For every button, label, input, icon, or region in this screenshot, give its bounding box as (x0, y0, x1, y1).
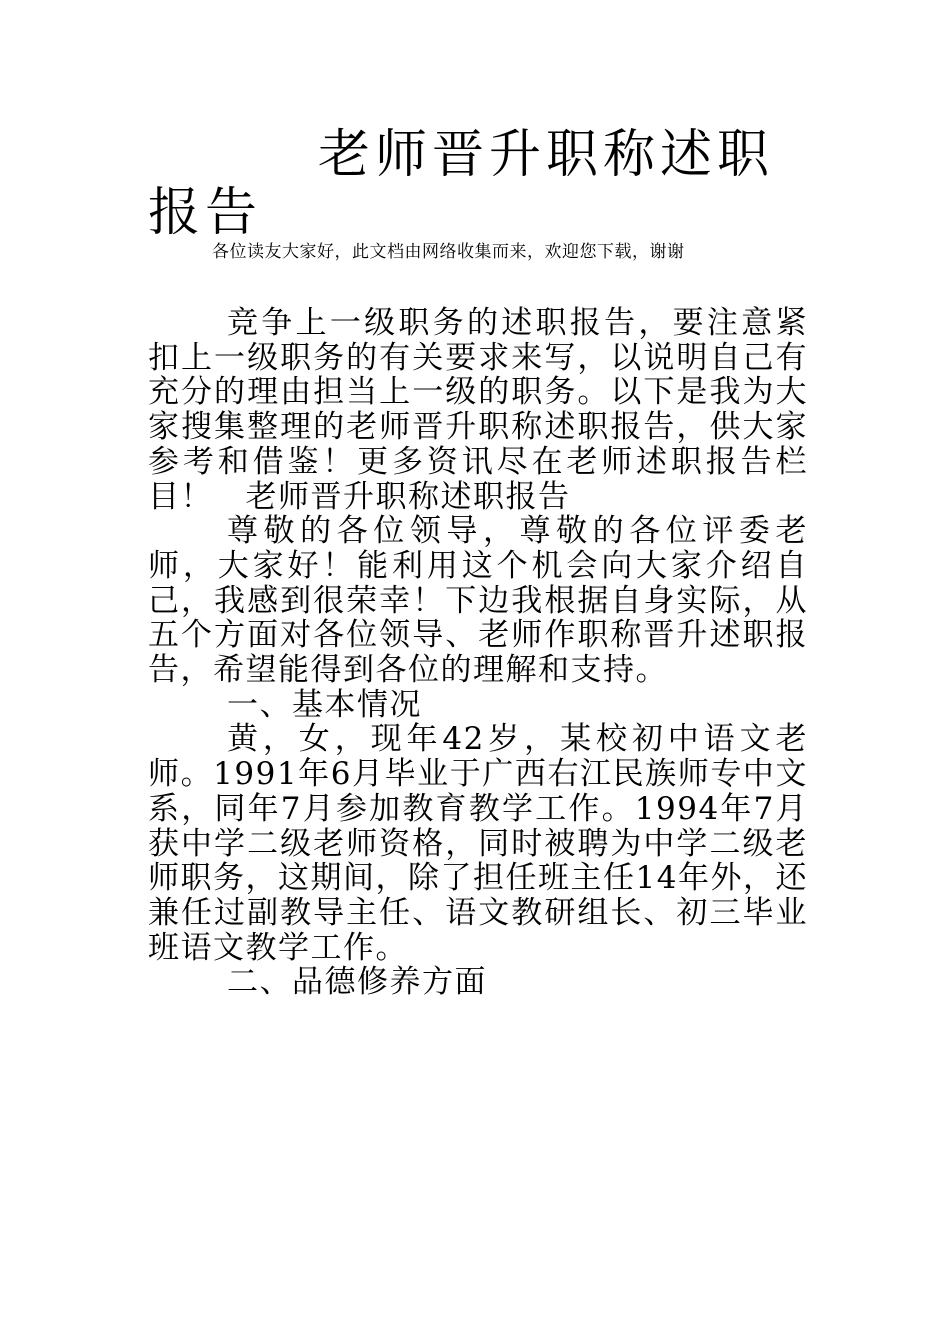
document-title: 老师晋升职称述职报告 (148, 125, 775, 243)
paragraph-greeting: 尊敬的各位领导，尊敬的各位评委老师，大家好！能利用这个机会向大家介绍自己，我感到很荣幸！下边我根据自身实际，从五个方面对各位领导、老师作职称晋升述职报告，希望能得到各位的理解和支持。 (148, 513, 808, 689)
document-page (148, 126, 808, 1000)
section-heading-basic-info: 一、基本情况 (227, 686, 422, 723)
paragraph-basic-info: 黄，女，现年42岁，某校初中语文老师。1991年6月毕业于广西右江民族师专中文系，同年7月参加教育教学工作。1994年7月获中学二级老师资格，同时被聘为中学二级老师职务，这期间，除了担任班主任14年外，还兼任过副教导主任、语文教研组长、初三毕业班语文教学工作。 (148, 721, 808, 966)
paragraph-intro: 竞争上一级职务的述职报告，要注意紧扣上一级职务的有关要求来写，以说明自己有充分的理由担当上一级的职务。以下是我为大家搜集整理的老师晋升职称述职报告，供大家参考和借鉴！更多资讯尽在老师述职报告栏目！ 老师晋升职称述职报告 (148, 305, 808, 515)
document-body (148, 306, 808, 1000)
download-note: 各位读友大家好，此文档由网络收集而来，欢迎您下载，谢谢 (212, 242, 685, 262)
section-heading-moral-cultivation: 二、品德修养方面 (227, 964, 487, 1001)
